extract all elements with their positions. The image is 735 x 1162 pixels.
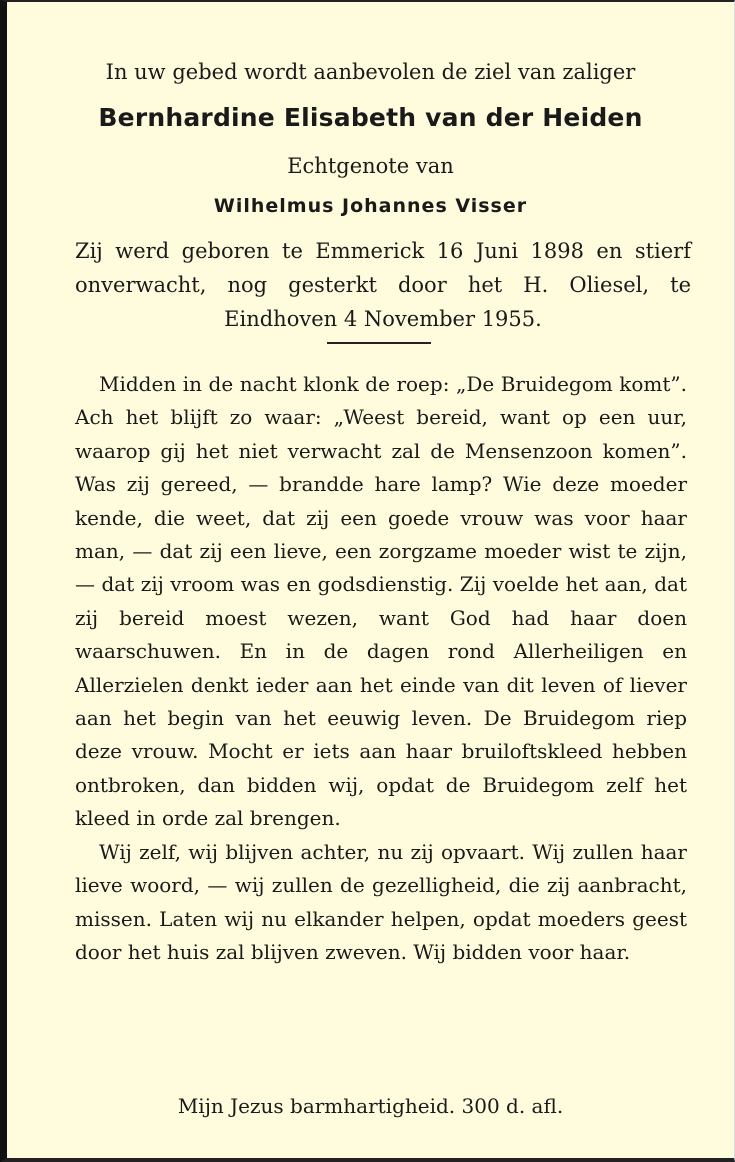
spouse-name: Wilhelmus Johannes Visser bbox=[213, 195, 528, 217]
memorial-text bbox=[75, 368, 687, 969]
prayer-line: Mijn Jezus barmhartigheid. 300 d. afl. bbox=[177, 1094, 564, 1118]
spouse-label: Echtgenote van bbox=[287, 154, 454, 178]
divider-line bbox=[327, 342, 431, 344]
intro-line: In uw gebed wordt aanbevolen de ziel van zaliger bbox=[105, 60, 636, 84]
deceased-name: Bernhardine Elisabeth van der Heiden bbox=[98, 103, 643, 132]
paragraph: Midden in de nacht klonk de roep: „De Bruidegom komt”. Ach het blijft zo waar: „Weest bereid, want op een uur, waarop gij het niet verwacht zal de Mensenzoon komen”. Was zij gereed, — brandde hare lamp? Wie deze moeder kende, die weet, dat zij een goede vrouw was voor haar man, — dat zij een lieve, een zorgzame moeder wist te zijn, — dat zij vroom was en godsdienstig. Zij voelde het aan, dat zij bereid moest wezen, want God had haar doen waarschuwen. En in de dagen rond Allerheiligen en Allerzielen denkt ieder aan het einde van dit leven of liever aan het begin van het eeuwig leven. De Bruidegom riep deze vrouw. Mocht er iets aan haar bruiloftskleed hebben ontbroken, dan bidden wij, opdat de Bruidegom zelf het kleed in orde zal brengen. bbox=[75, 372, 687, 831]
birth-death-text: Zij werd geboren te Emmerick 16 Juni 1898 en stierf onverwacht, nog gesterkt door het H. Oliesel, te Eindhoven 4 November 1955. bbox=[75, 239, 691, 331]
paragraph: Wij zelf, wij blijven achter, nu zij opvaart. Wij zullen haar lieve woord, — wij zullen de gezelligheid, die zij aanbracht, missen. Laten wij nu elkander helpen, opdat moeders geest door het huis zal blijven zweven. Wij bidden voor haar. bbox=[75, 839, 687, 964]
